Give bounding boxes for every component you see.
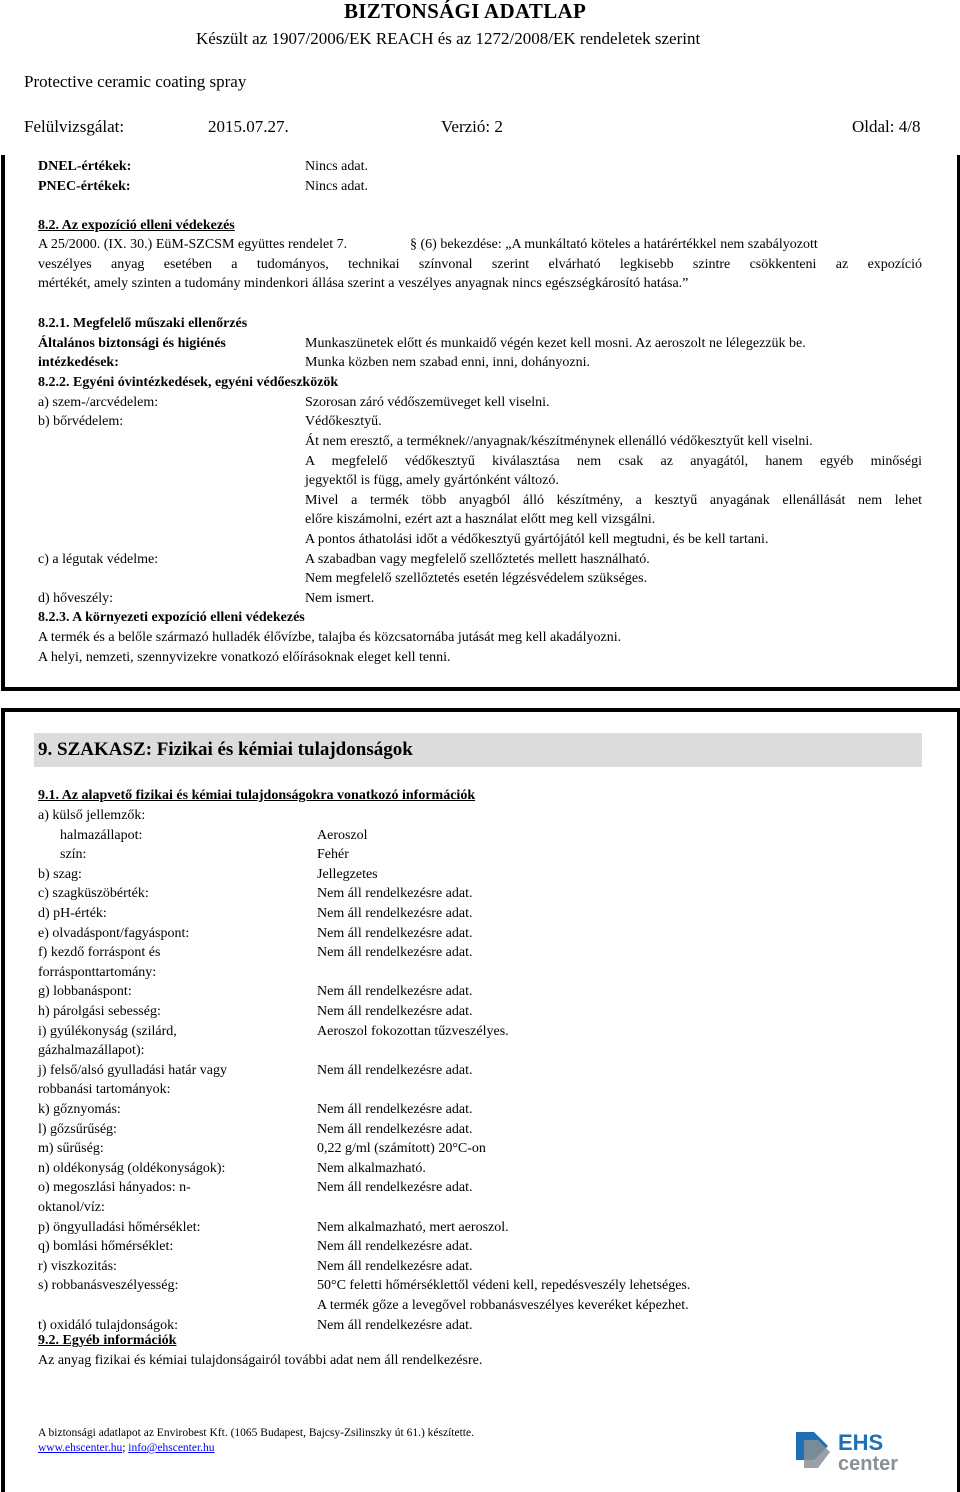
product-name: Protective ceramic coating spray [24, 72, 247, 91]
property-label: c) szagküszöbérték: [38, 886, 149, 901]
property-value: Nem áll rendelkezésre adat. [317, 1318, 473, 1333]
property-label: j) felső/alsó gyulladási határ vagy [38, 1063, 227, 1078]
property-value: Nem áll rendelkezésre adat. [317, 1102, 473, 1117]
email-link[interactable]: info@ehscenter.hu [128, 1442, 215, 1454]
property-label: n) oldékonyság (oldékonyságok): [38, 1161, 226, 1176]
property-value: Nem áll rendelkezésre adat. [317, 1122, 473, 1137]
law-line-1-left: A 25/2000. (IX. 30.) EüM-SZCSM együttes rendelet 7. [38, 237, 348, 252]
document-title: BIZTONSÁGI ADATLAP [344, 0, 587, 23]
property-label: q) bomlási hőmérséklet: [38, 1239, 174, 1254]
hygiene-value-2: Munka közben nem szabad enni, inni, dohányozni. [305, 355, 590, 370]
hygiene-label-2: intézkedések: [38, 355, 119, 370]
property-label: a) külső jellemzők: [38, 808, 146, 823]
skin-line: Mivel a termék több anyagból álló készítmény, a kesztyű anyagának ellenállását nem lehet [305, 493, 922, 508]
law-line-2: veszélyes anyag esetében a tudományos, technikai színvonal szerint elvárható legkisebb szintre csökkenteni az expozíció [38, 257, 922, 272]
property-label: k) gőznyomás: [38, 1102, 121, 1117]
heat-label: d) hőveszély: [38, 591, 114, 606]
heading-8-2: 8.2. Az expozíció elleni védekezés [38, 218, 235, 233]
page-number: Oldal: 4/8 [852, 117, 921, 136]
pnec-label: PNEC-értékek: [38, 179, 131, 194]
heading-9-1: 9.1. Az alapvető fizikai és kémiai tulajdonságokra vonatkozó információk [38, 788, 476, 803]
skin-label: b) bőrvédelem: [38, 414, 124, 429]
heat-value: Nem ismert. [305, 591, 375, 606]
respiratory-value-1: A szabadban vagy megfelelő szellőztetés mellett használható. [305, 552, 650, 567]
property-label: e) olvadáspont/fagyáspont: [38, 926, 190, 941]
property-label: i) gyúlékonyság (szilárd, [38, 1024, 177, 1039]
dnel-label: DNEL-értékek: [38, 159, 132, 174]
footer-made-by: A biztonsági adatlapot az Envirobest Kft. (1065 Budapest, Bajcsy-Zsilinszky út 61.) készítette. [38, 1427, 474, 1439]
property-value: Nem áll rendelkezésre adat. [317, 984, 473, 999]
property-value: Nem alkalmazható. [317, 1161, 426, 1176]
property-value: Nem áll rendelkezésre adat. [317, 1180, 473, 1195]
property-value: Nem áll rendelkezésre adat. [317, 906, 473, 921]
property-label: t) oxidáló tulajdonságok: [38, 1318, 178, 1333]
heading-8-2-1: 8.2.1. Megfelelő műszaki ellenőrzés [38, 316, 248, 331]
property-label: d) pH-érték: [38, 906, 107, 921]
property-value: Nem áll rendelkezésre adat. [317, 945, 473, 960]
revision-line [24, 117, 921, 137]
property-label: forrásponttartomány: [38, 965, 157, 980]
revision-label: Felülvizsgálat: [24, 117, 125, 136]
property-label: o) megoszlási hányados: n- [38, 1180, 191, 1195]
skin-line: előre kiszámolni, ezért azt a használat előtt meg kell vizsgálni. [305, 512, 656, 527]
property-value: Aeroszol [317, 828, 368, 843]
skin-line: jegyektől is függ, amely gyártónként változó. [305, 473, 559, 488]
property-value: Fehér [317, 847, 349, 862]
property-value: Nem áll rendelkezésre adat. [317, 926, 473, 941]
eye-value: Szorosan záró védőszemüveget kell viselni. [305, 395, 550, 410]
law-line-1-right: § (6) bekezdése: „A munkáltató köteles a határértékkel nem szabályozott [410, 237, 818, 252]
dnel-value: Nincs adat. [305, 159, 368, 174]
skin-line: A pontos áthatolási időt a védőkesztyű gyártójától kell megtudni, és be kell tartani. [305, 532, 769, 547]
property-value: Nem áll rendelkezésre adat. [317, 1063, 473, 1078]
property-value: Jellegzetes [317, 867, 378, 882]
hygiene-value-1: Munkaszünetek előtt és munkaidő végén kezet kell mosni. Az aeroszolt ne lélegezzük be. [305, 336, 806, 351]
revision-date: 2015.07.27. [208, 117, 289, 136]
property-value: Nem áll rendelkezésre adat. [317, 886, 473, 901]
version: Verzió: 2 [441, 117, 503, 136]
property-value: Nem áll rendelkezésre adat. [317, 1004, 473, 1019]
property-label: m) sűrűség: [38, 1141, 104, 1156]
footer-links [38, 1441, 215, 1455]
eye-label: a) szem-/arcvédelem: [38, 395, 159, 410]
hygiene-label-1: Általános biztonsági és higiénés [38, 336, 226, 351]
env-line-1: A termék és a belőle származó hulladék élővízbe, talajba és közcsatornába jutását meg kell akadályozni. [38, 630, 622, 645]
property-value: A termék gőze a levegővel robbanásveszélyes keveréket képezhet. [317, 1298, 689, 1313]
skin-line: A megfelelő védőkesztyű kiválasztása nem csak az anyagától, hanem egyéb minőségi [305, 454, 922, 469]
property-label: robbanási tartományok: [38, 1082, 171, 1097]
property-value: Nem áll rendelkezésre adat. [317, 1239, 473, 1254]
property-label: p) öngyulladási hőmérséklet: [38, 1220, 201, 1235]
property-label: h) párolgási sebesség: [38, 1004, 161, 1019]
link-separator: ; [122, 1442, 126, 1454]
property-value: Nem áll rendelkezésre adat. [317, 1259, 473, 1274]
website-link[interactable]: www.ehscenter.hu [38, 1442, 123, 1454]
respiratory-label: c) a légutak védelme: [38, 552, 159, 567]
property-label: g) lobbanáspont: [38, 984, 132, 999]
property-label: gázhalmazállapot): [38, 1043, 145, 1058]
property-label: szín: [60, 847, 87, 862]
document-subtitle: Készült az 1907/2006/EK REACH és az 1272/2008/EK rendeletek szerint [196, 29, 701, 48]
property-label: l) gőzsűrűség: [38, 1122, 117, 1137]
heading-9-2: 9.2. Egyéb információk [38, 1333, 177, 1348]
property-label: halmazállapot: [60, 828, 143, 843]
skin-line: Át nem eresztő, a terméknek//anyagnak/készítménynek ellenálló védőkesztyűt kell viselni. [305, 434, 813, 449]
law-line-3: mértékét, amely szinten a tudomány mindenkori állása szerint a veszélyes anyagnak nincs egészségkárosító hatása.” [38, 276, 689, 291]
property-label: r) viszkozitás: [38, 1259, 117, 1274]
property-label: oktanol/víz: [38, 1200, 105, 1215]
pnec-value: Nincs adat. [305, 179, 368, 194]
property-value: 50°C feletti hőmérséklettől védeni kell, repedésveszély lehetséges. [317, 1278, 691, 1293]
heading-8-2-3: 8.2.3. A környezeti expozíció elleni védekezés [38, 610, 305, 625]
property-label: b) szag: [38, 867, 82, 882]
env-line-2: A helyi, nemzeti, szennyvizekre vonatkozó előírásoknak eleget kell tenni. [38, 650, 451, 665]
property-value: 0,22 g/ml (számított) 20°C-on [317, 1141, 486, 1156]
property-value: Aeroszol fokozottan tűzveszélyes. [317, 1024, 509, 1039]
skin-line: Védőkesztyű. [305, 414, 382, 429]
section-9-heading: 9. SZAKASZ: Fizikai és kémiai tulajdonságok [34, 733, 922, 767]
section-9-box [1, 708, 960, 1492]
property-value: Nem alkalmazható, mert aeroszol. [317, 1220, 509, 1235]
other-info-text: Az anyag fizikai és kémiai tulajdonságairól további adat nem áll rendelkezésre. [38, 1353, 483, 1368]
logo-text-bottom: center [838, 1453, 899, 1474]
ehs-center-logo [790, 1426, 940, 1474]
property-label: s) robbanásveszélyesség: [38, 1278, 179, 1293]
property-label: f) kezdő forráspont és [38, 945, 161, 960]
respiratory-value-2: Nem megfelelő szellőztetés esetén légzésvédelem szükséges. [305, 571, 648, 586]
logo-text-top: EHS [838, 1430, 884, 1455]
heading-8-2-2: 8.2.2. Egyéni óvintézkedések, egyéni védőeszközök [38, 375, 339, 390]
